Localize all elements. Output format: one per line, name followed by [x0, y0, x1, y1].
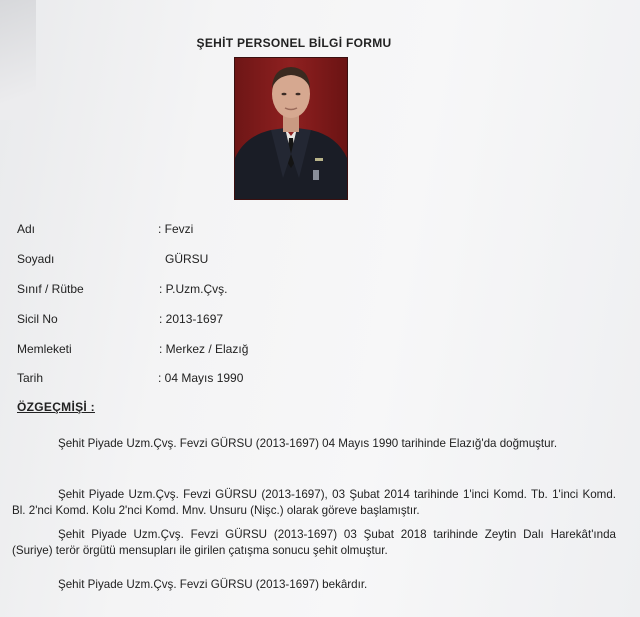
field-row-soyadi: [0, 252, 640, 272]
field-value: : 04 Mayıs 1990: [158, 371, 244, 385]
field-label: Sınıf / Rütbe: [17, 282, 84, 296]
portrait-photo: [234, 57, 348, 200]
field-row-sinif-rutbe: [0, 282, 640, 302]
field-row-memleketi: [0, 342, 640, 362]
field-value: GÜRSU: [165, 252, 209, 266]
paper-fold-shadow: [0, 0, 36, 120]
biography-paragraph: Şehit Piyade Uzm.Çvş. Fevzi GÜRSU (2013-1697) 04 Mayıs 1990 tarihinde Elazığ'da doğmuştur.: [58, 437, 558, 450]
biography-paragraph: Şehit Piyade Uzm.Çvş. Fevzi GÜRSU (2013-1697) bekârdır.: [58, 578, 368, 591]
field-value: : P.Uzm.Çvş.: [159, 282, 228, 296]
biography-paragraph: Şehit Piyade Uzm.Çvş. Fevzi GÜRSU (2013-1697) 03 Şubat 2018 tarihinde Zeytin Dalı Harekât'ında (Suriye) terör örgütü mensupları ile girilen çatışma sonucu şehit olmuştur.: [12, 528, 616, 557]
field-value: : 2013-1697: [159, 312, 224, 326]
biography-paragraph: Şehit Piyade Uzm.Çvş. Fevzi GÜRSU (2013-1697), 03 Şubat 2014 tarihinde 1'inci Komd. Tb. 1'inci Komd. Bl. 2'nci Komd. Kolu 2'nci Komd. Mnv. Unsuru (Nişc.) olarak göreve başlamıştır.: [12, 488, 616, 517]
field-value: : Merkez / Elazığ: [159, 342, 249, 356]
field-value: : Fevzi: [158, 222, 194, 236]
field-label: Memleketi: [17, 342, 72, 356]
field-label: Adı: [17, 222, 36, 236]
field-label: Sicil No: [17, 312, 58, 326]
field-row-adi: [0, 222, 640, 242]
field-label: Tarih: [17, 371, 44, 385]
biography-heading: ÖZGEÇMİŞİ :: [17, 400, 95, 414]
form-title: ŞEHİT PERSONEL BİLGİ FORMU: [196, 36, 392, 50]
field-row-sicil-no: [0, 312, 640, 332]
field-row-tarih: [0, 371, 640, 391]
field-label: Soyadı: [17, 252, 55, 266]
